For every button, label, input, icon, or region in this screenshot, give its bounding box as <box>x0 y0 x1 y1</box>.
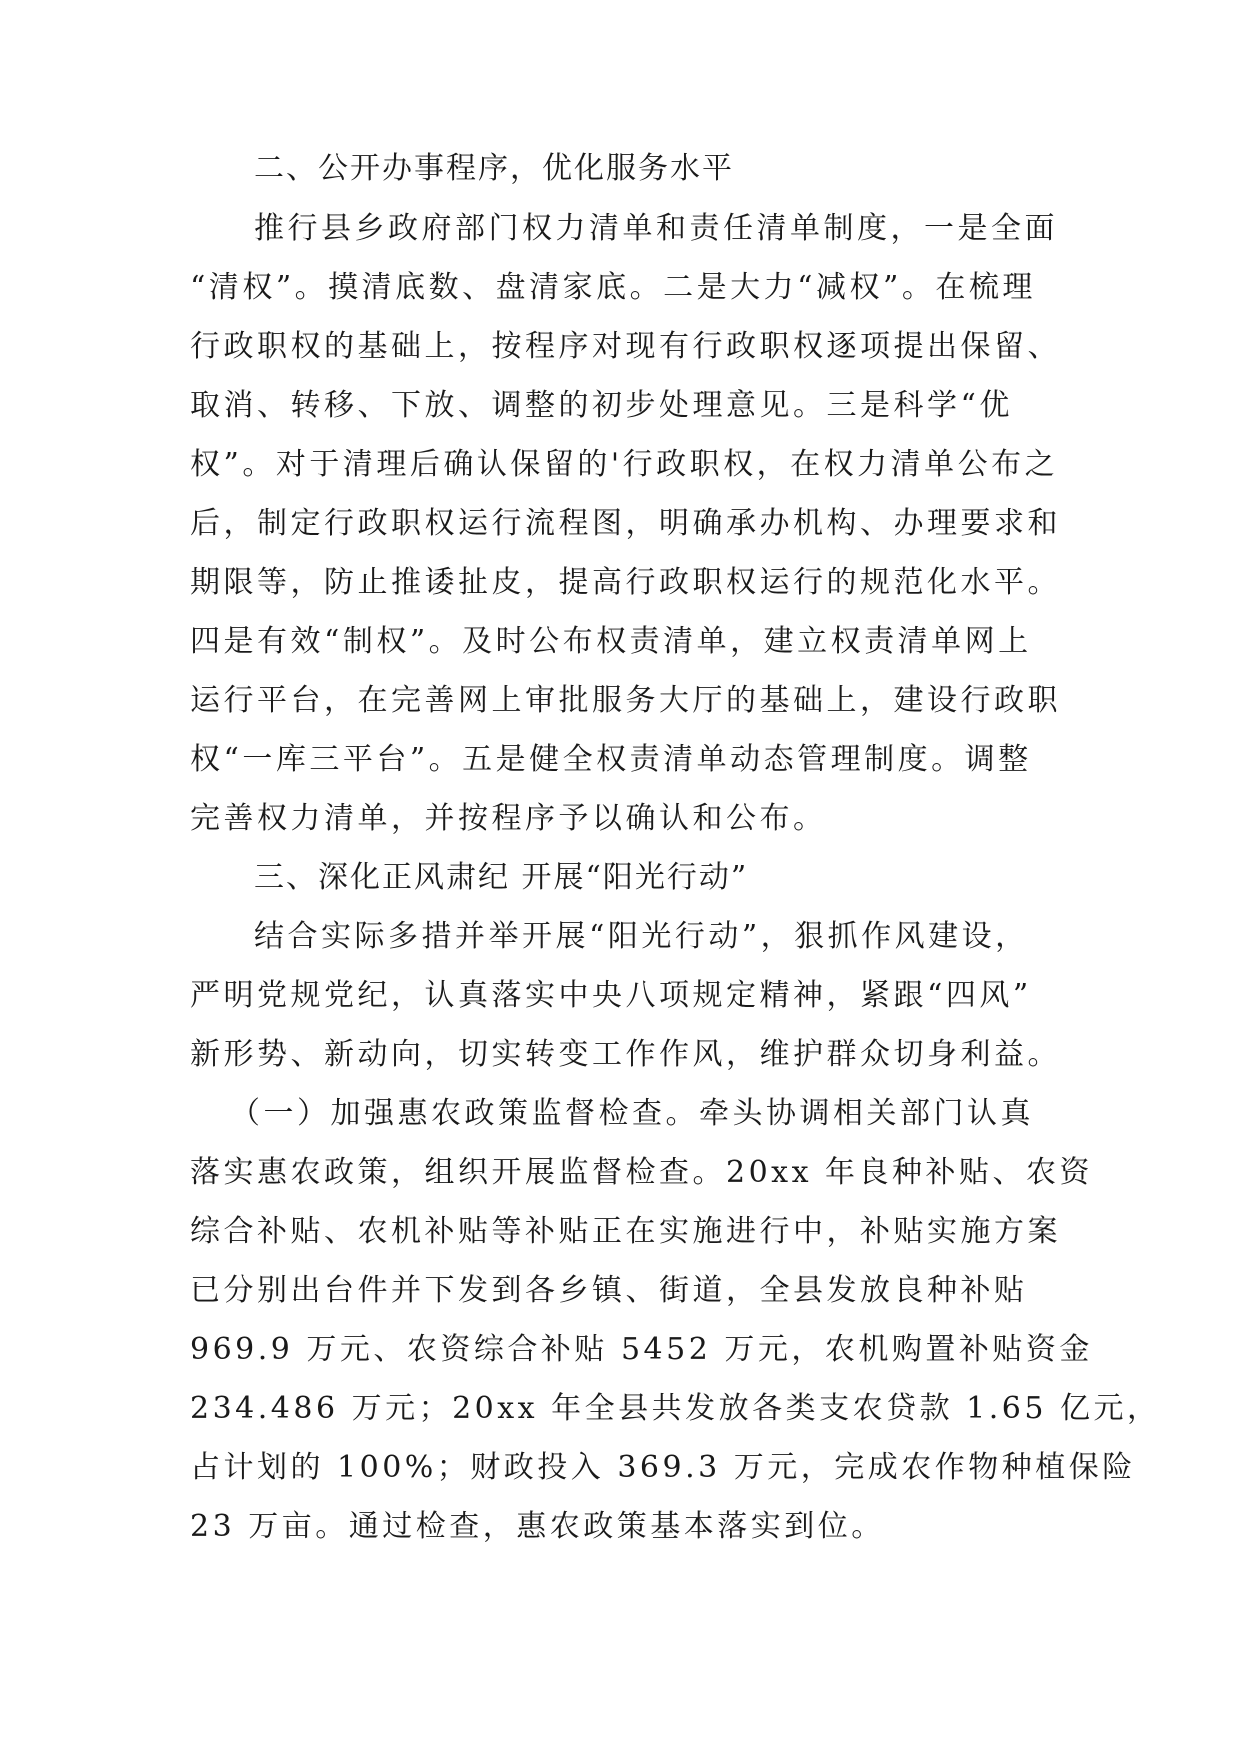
paragraph-line: 969.9 万元、农资综合补贴 5452 万元，农机购置补贴资金 <box>190 1332 1093 1367</box>
section-heading-3: 三、深化正风肃纪 开展“阳光行动” <box>254 860 749 895</box>
paragraph-line: 结合实际多措并举开展“阳光行动”，狠抓作风建设， <box>254 919 1029 954</box>
paragraph-line: 期限等，防止推诿扯皮，提高行政职权运行的规范化水平。 <box>190 565 1061 600</box>
paragraph-line: 行政职权的基础上，按程序对现有行政职权逐项提出保留、 <box>190 329 1061 364</box>
paragraph-line: 落实惠农政策，组织开展监督检查。20xx 年良种补贴、农资 <box>190 1155 1094 1190</box>
paragraph-line: 占计划的 100%；财政投入 369.3 万元，完成农作物种植保险 <box>190 1450 1136 1485</box>
paragraph-line: “清权”。摸清底数、盘清家底。二是大力“减权”。在梳理 <box>190 270 1036 305</box>
paragraph-line: 后，制定行政职权运行流程图，明确承办机构、办理要求和 <box>190 506 1061 541</box>
paragraph-line: 四是有效“制权”。及时公布权责清单，建立权责清单网上 <box>190 624 1032 659</box>
paragraph-line: 234.486 万元；20xx 年全县共发放各类支农贷款 1.65 亿元， <box>190 1391 1161 1426</box>
paragraph-line: 权“一库三平台”。五是健全权责清单动态管理制度。调整 <box>190 742 1032 777</box>
paragraph-line: 完善权力清单，并按程序予以确认和公布。 <box>190 801 827 836</box>
paragraph-line: 严明党规党纪，认真落实中央八项规定精神，紧跟“四风” <box>190 978 1032 1013</box>
paragraph-line: 23 万亩。通过检查，惠农政策基本落实到位。 <box>190 1509 885 1544</box>
paragraph-line: 取消、转移、下放、调整的初步处理意见。三是科学“优 <box>190 388 1013 423</box>
paragraph-line: 推行县乡政府部门权力清单和责任清单制度，一是全面 <box>254 211 1058 246</box>
paragraph-line: 权”。对于清理后确认保留的'行政职权，在权力清单公布之 <box>190 447 1059 482</box>
section-heading-2: 二、公开办事程序，优化服务水平 <box>254 151 734 186</box>
paragraph-line: 已分别出台件并下发到各乡镇、街道，全县发放良种补贴 <box>190 1273 1028 1308</box>
paragraph-line: 运行平台，在完善网上审批服务大厅的基础上，建设行政职 <box>190 683 1061 718</box>
paragraph-line: （一）加强惠农政策监督检查。牵头协调相关部门认真 <box>230 1096 1034 1131</box>
paragraph-line: 综合补贴、农机补贴等补贴正在实施进行中，补贴实施方案 <box>190 1214 1061 1249</box>
paragraph-line: 新形势、新动向，切实转变工作作风，维护群众切身利益。 <box>190 1037 1061 1072</box>
